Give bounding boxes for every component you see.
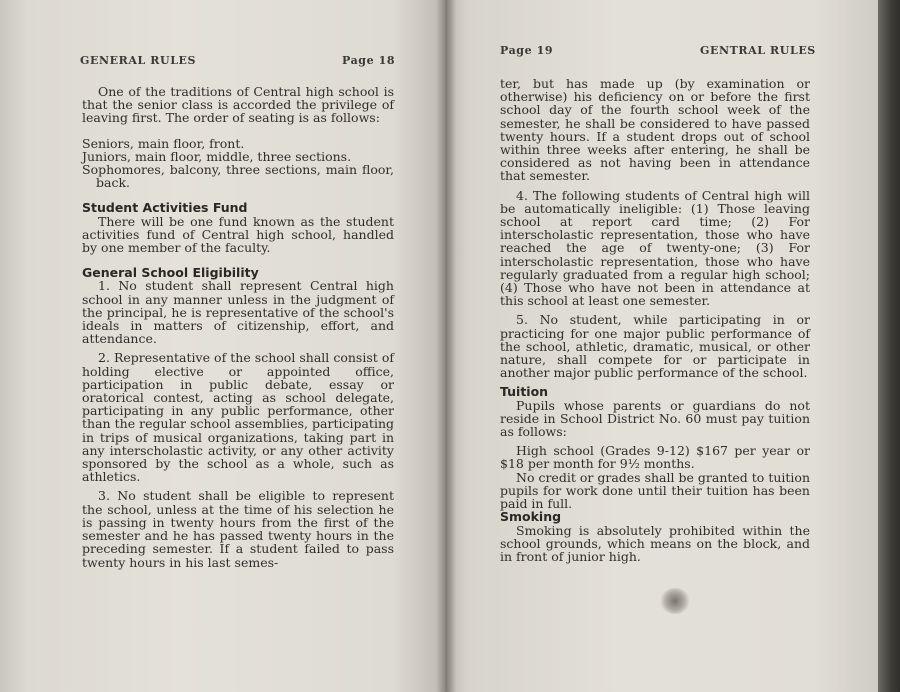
- left-body: [82, 85, 394, 569]
- rule-3: 3. No student shall be eligible to represent the school, unless at the time of his selection he is passing in twenty hours from the first of the semester and he has passed twenty hours in the preceding semester. If a student failed to pass twenty hours in his last semes-: [82, 488, 394, 570]
- smoking-text: Smoking is absolutely prohibited within the school grounds, which means on the block, and in front of junior high.: [500, 522, 810, 564]
- tuition-credit: No credit or grades shall be granted to tuition pupils for work done until their tuition has been paid in full.: [500, 469, 810, 512]
- book-gutter: [436, 0, 456, 692]
- seating-juniors: Juniors, main floor, middle, three sections.: [82, 148, 352, 164]
- rule-1: 1. No student shall represent Central high school in any manner unless in the judgment of the principal, he is representative of the school's ideals in matters of citizenship, effort, and attendance.: [82, 278, 394, 347]
- ink-smudge: [660, 588, 690, 614]
- left-page-number: Page 18: [342, 54, 396, 67]
- activities-heading: Student Activities Fund: [82, 200, 248, 216]
- tuition-rate: High school (Grades 9-12) $167 per year or $18 per month for 9½ months.: [500, 443, 810, 472]
- rule-3-continued: ter, but has made up (by examination or otherwise) his deficiency on or before the first school day of the fourth school week of the semester, he shall be considered to have passed twenty hours. If a student drops out of school within three weeks after entering, he shall be considered as not having been in attendance that semester.: [500, 76, 810, 184]
- seating-sophomores: Sophomores, balcony, three sections, main floor, back.: [82, 162, 394, 191]
- left-page: [0, 0, 446, 692]
- left-header-title: GENERAL RULES: [80, 54, 197, 67]
- rule-2: 2. Representative of the school shall consist of holding elective or appointed office, participation in public debate, essay or oratorical contest, acting as school delegate, participating in any public performance, other than the regular school assemblies, participating in trips of musical organizations, taking part in any interscholastic activity, or any other activity sponsored by the school as a whole, such as athletics.: [82, 350, 394, 485]
- tuition-heading: Tuition: [500, 384, 549, 400]
- right-page-number: Page 19: [500, 44, 554, 57]
- right-page: [446, 0, 878, 692]
- right-body: [500, 77, 810, 563]
- activities-text: There will be one fund known as the student activities fund of Central high school, handled by one member of the faculty.: [82, 213, 394, 256]
- seating-intro: One of the traditions of Central high school is that the senior class is accorded the privilege of leaving first. The order of seating is as follows:: [82, 84, 394, 126]
- tuition-text: Pupils whose parents or guardians do not reside in School District No. 60 must pay tuition as follows:: [500, 397, 810, 440]
- right-header-title: GENTRAL RULES: [700, 44, 816, 57]
- rule-5: 5. No student, while participating in or practicing for one major public performance of the school, athletic, dramatic, musical, or other nature, shall compete for or participate in another major public performance of the school.: [500, 312, 810, 381]
- seating-seniors: Seniors, main floor, front.: [82, 135, 245, 151]
- smoking-heading: Smoking: [500, 509, 562, 525]
- eligibility-heading: General School Eligibility: [82, 265, 259, 281]
- page-edge: [878, 0, 900, 692]
- rule-4: 4. The following students of Central high will be automatically ineligible: (1) Those leaving school at report card time; (2) For interscholastic representation, those who have reached the age of twenty-one; (3) For interscholastic representation, those who have regularly graduated from a regular high school; (4) Those who have not been in attendance at this school at least one semester.: [500, 187, 810, 309]
